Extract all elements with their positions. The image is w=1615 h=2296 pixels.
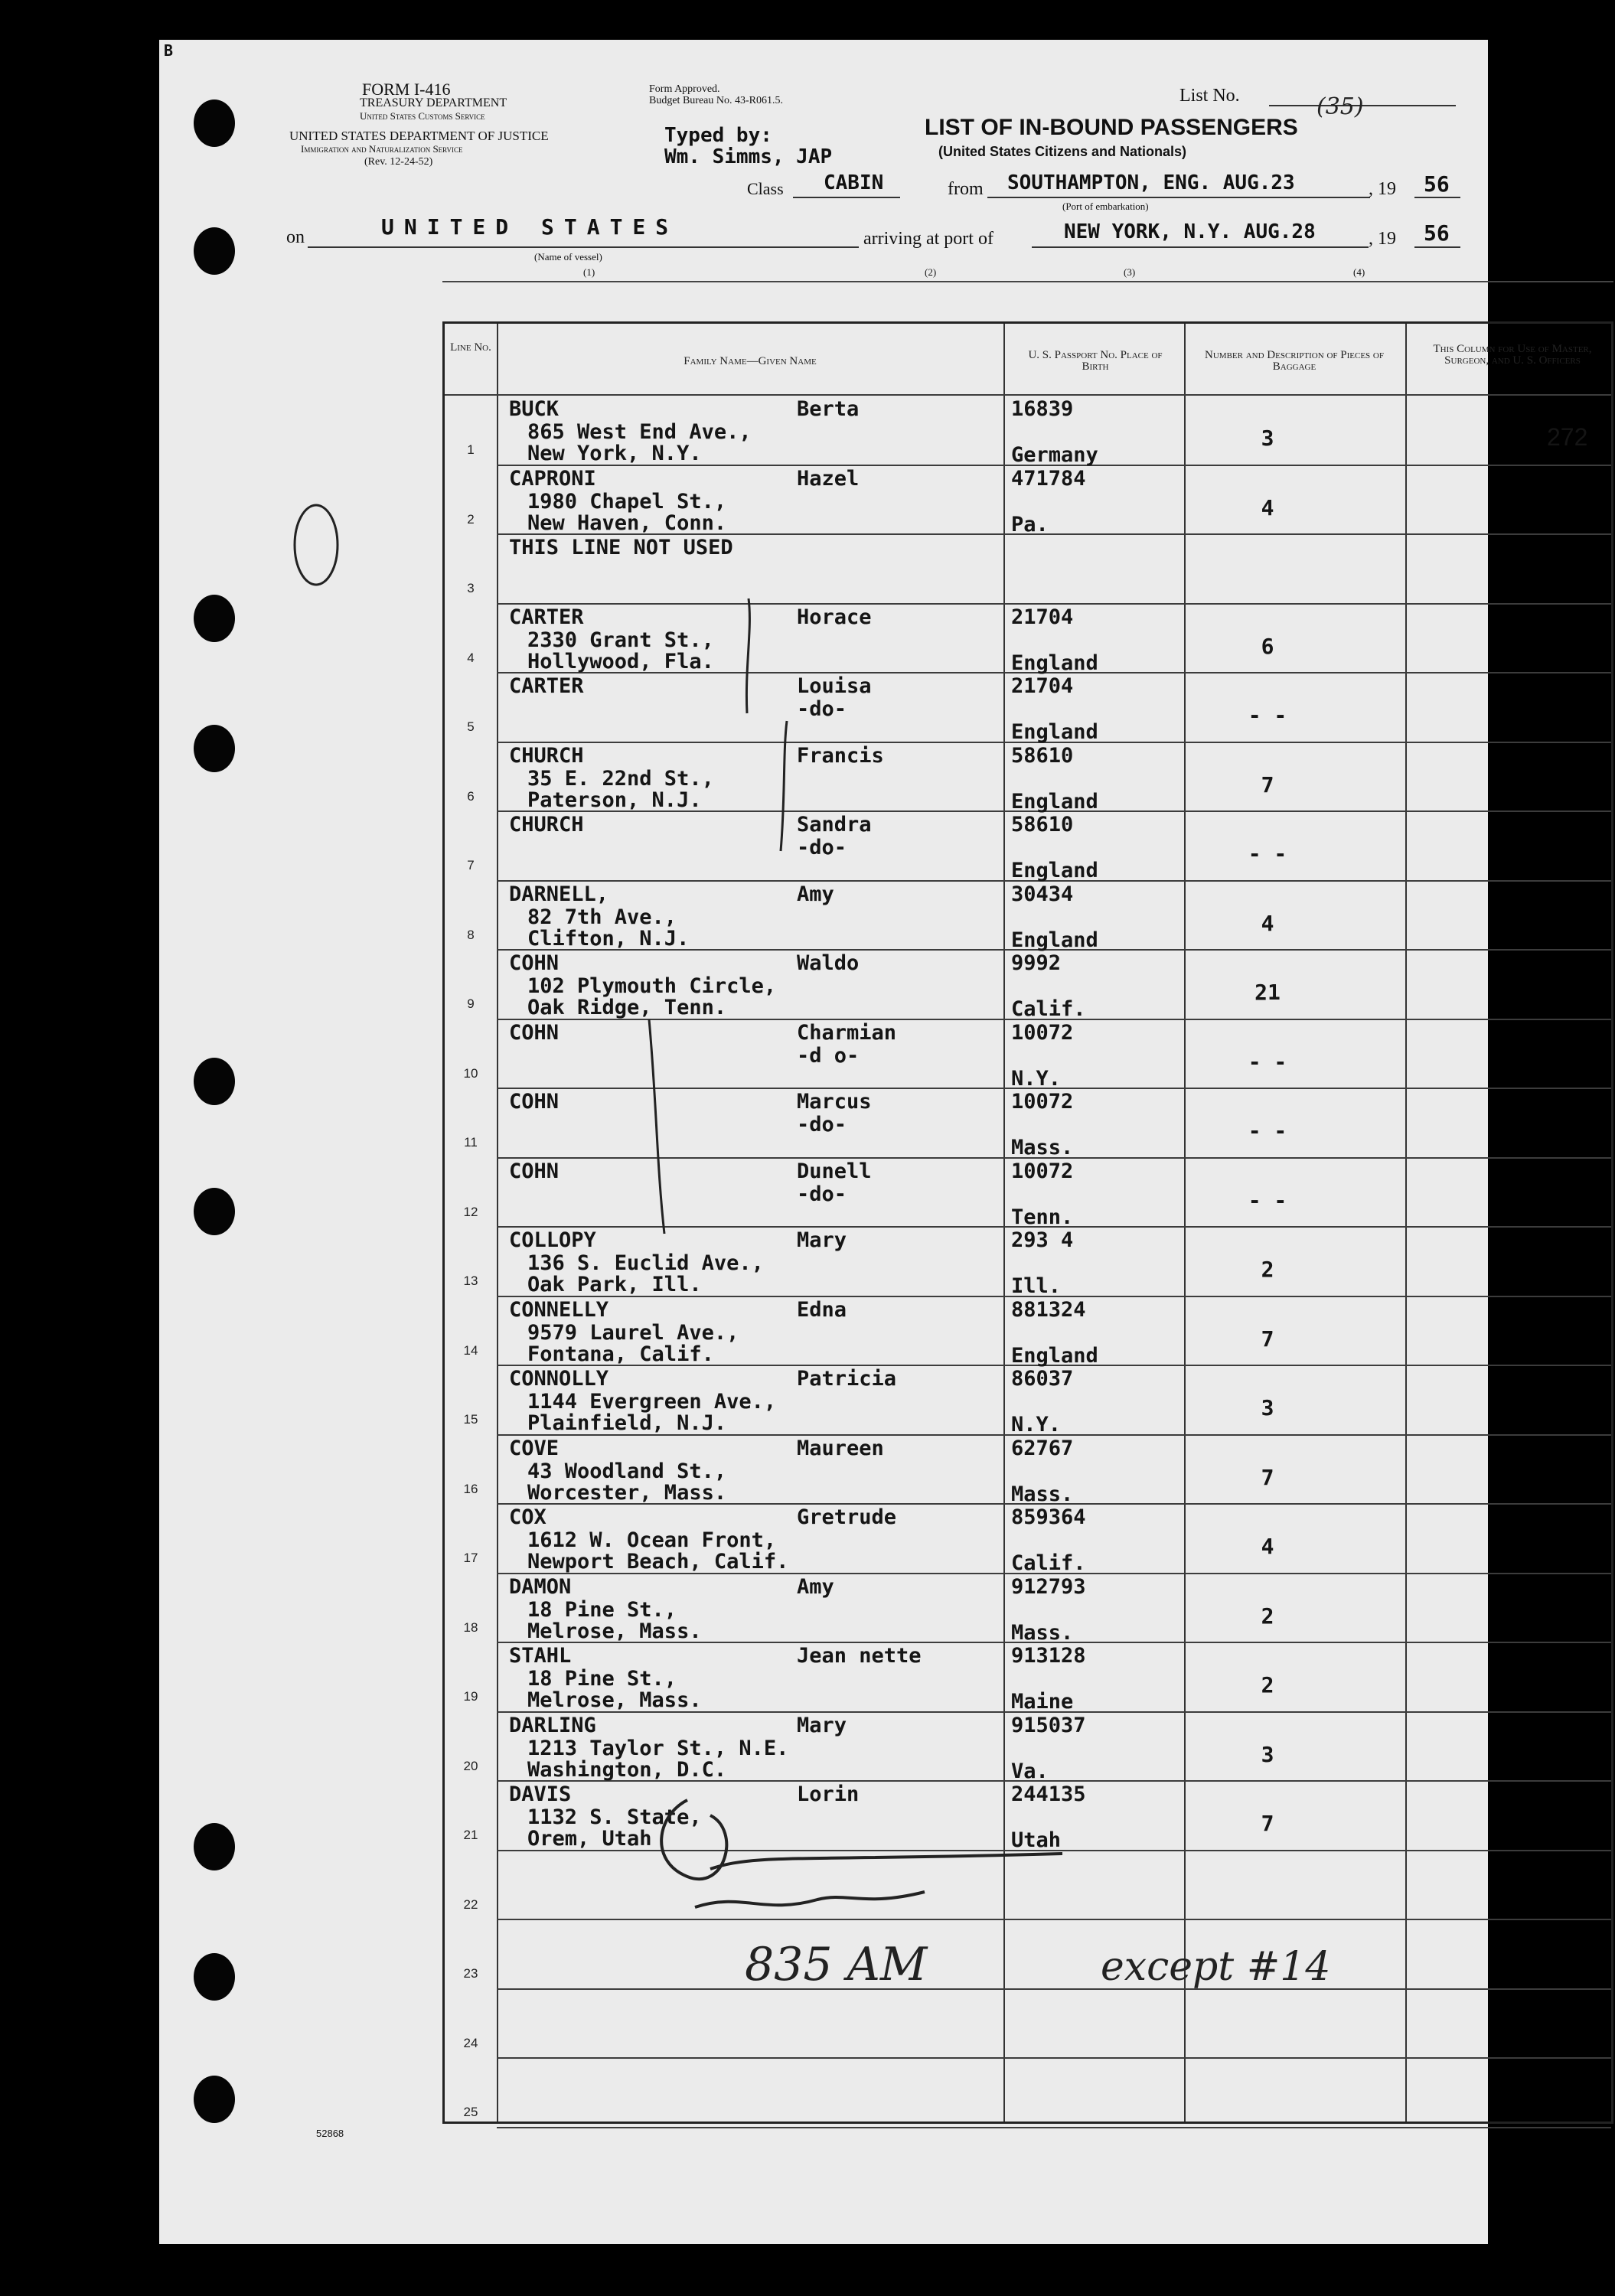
except-note: except #14 bbox=[1101, 1944, 1331, 1990]
dept-justice: UNITED STATES DEPARTMENT OF JUSTICE bbox=[289, 129, 549, 143]
passport-number: 62767 bbox=[1011, 1437, 1074, 1460]
family-name: BUCK bbox=[509, 397, 560, 421]
bracket-mark bbox=[649, 1019, 664, 1234]
line-number: 6 bbox=[467, 789, 475, 804]
passport-number: 913128 bbox=[1011, 1644, 1086, 1668]
line-number: 24 bbox=[463, 2036, 478, 2050]
family-name: COHN bbox=[509, 1021, 560, 1045]
family-name: CHURCH bbox=[509, 744, 584, 768]
baggage-count: 4 bbox=[1261, 495, 1274, 520]
line-number: 21 bbox=[463, 1828, 478, 1842]
address-line-1: 1980 Chapel St., bbox=[527, 490, 727, 514]
place-of-birth: Va. bbox=[1011, 1760, 1049, 1783]
passport-number: 86037 bbox=[1011, 1367, 1074, 1391]
officer-note: 272 bbox=[1547, 423, 1588, 451]
passport-number: 915037 bbox=[1011, 1714, 1086, 1737]
address-line-2: Melrose, Mass. bbox=[527, 1688, 702, 1712]
from-label: from bbox=[948, 179, 984, 199]
line-number: 3 bbox=[467, 581, 475, 595]
arrival-time: 835 AM bbox=[745, 1938, 928, 1991]
given-name: Waldo bbox=[797, 951, 860, 975]
address-line-1: 82 7th Ave., bbox=[527, 905, 677, 929]
given-name: Berta bbox=[797, 397, 860, 421]
typed-by-value: Wm. Simms, JAP bbox=[664, 145, 833, 168]
passport-number: 16839 bbox=[1011, 397, 1074, 421]
passport-number: 859364 bbox=[1011, 1505, 1086, 1529]
vessel-name: UNITED STATES bbox=[381, 214, 679, 240]
signature bbox=[661, 1800, 1062, 1879]
address-line-2: Washington, D.C. bbox=[527, 1758, 727, 1782]
baggage-count: 7 bbox=[1261, 1326, 1274, 1352]
line-number: 18 bbox=[463, 1620, 478, 1635]
address-line-1: 1144 Evergreen Ave., bbox=[527, 1390, 777, 1414]
baggage-count: 2 bbox=[1261, 1603, 1274, 1629]
given-name: Dunell bbox=[797, 1159, 872, 1183]
place-of-birth: N.Y. bbox=[1011, 1067, 1062, 1091]
family-name: CARTER bbox=[509, 605, 584, 629]
header-name: Family Name—Given Name bbox=[684, 355, 817, 367]
passport-number: 58610 bbox=[1011, 813, 1074, 837]
address-line-2: Paterson, N.J. bbox=[527, 788, 702, 812]
revision: (Rev. 12-24-52) bbox=[364, 156, 433, 168]
given-name: Francis bbox=[797, 744, 884, 768]
class-value: CABIN bbox=[824, 171, 884, 194]
baggage-count: 21 bbox=[1254, 980, 1281, 1005]
place-of-birth: Mass. bbox=[1011, 1136, 1074, 1159]
dept-immigration: Immigration and Naturalization Service bbox=[301, 143, 463, 155]
family-name: COHN bbox=[509, 951, 560, 975]
col-number-1: (1) bbox=[583, 266, 595, 278]
from-year: 56 bbox=[1424, 171, 1450, 197]
family-name: CONNOLLY bbox=[509, 1367, 609, 1391]
given-name: Patricia bbox=[797, 1367, 897, 1391]
port-embark-note: (Port of embarkation) bbox=[1062, 201, 1149, 212]
place-of-birth: England bbox=[1011, 859, 1098, 882]
address-line-1: 2330 Grant St., bbox=[527, 628, 714, 652]
place-of-birth: England bbox=[1011, 651, 1098, 675]
line-number: 13 bbox=[463, 1274, 478, 1288]
passport-number: 881324 bbox=[1011, 1298, 1086, 1322]
dept-treasury: TREASURY DEPARTMENT bbox=[360, 96, 507, 109]
place-of-birth: England bbox=[1011, 928, 1098, 952]
passport-number: 10072 bbox=[1011, 1159, 1074, 1183]
list-no-value: (35) bbox=[1316, 93, 1364, 120]
place-of-birth: Calif. bbox=[1011, 1551, 1086, 1575]
baggage-count: 2 bbox=[1261, 1257, 1274, 1282]
form-approved: Form Approved. bbox=[649, 83, 720, 95]
address-line-2: Newport Beach, Calif. bbox=[527, 1550, 789, 1574]
address-line-2: Melrose, Mass. bbox=[527, 1619, 702, 1643]
baggage-count: 7 bbox=[1261, 1465, 1274, 1490]
header-baggage: Number and Description of Pieces of Baggage bbox=[1205, 349, 1384, 373]
place-of-birth: Ill. bbox=[1011, 1274, 1062, 1298]
address-line-2: Fontana, Calif. bbox=[527, 1342, 714, 1366]
address-line-2: Hollywood, Fla. bbox=[527, 650, 714, 673]
annotation-layer bbox=[159, 40, 1488, 2244]
place-of-birth: England bbox=[1011, 720, 1098, 744]
line-number: 5 bbox=[467, 719, 475, 734]
baggage-count: 2 bbox=[1261, 1672, 1274, 1698]
baggage-count: 7 bbox=[1261, 772, 1274, 797]
baggage-count: 4 bbox=[1261, 911, 1274, 936]
line-number: 1 bbox=[467, 442, 475, 457]
place-of-birth: England bbox=[1011, 790, 1098, 814]
family-name: STAHL bbox=[509, 1644, 572, 1668]
given-name: Charmian bbox=[797, 1021, 897, 1045]
circle-mark bbox=[295, 505, 338, 585]
bracket-mark bbox=[781, 721, 787, 851]
address-line-1: 35 E. 22nd St., bbox=[527, 767, 714, 791]
passport-number: 471784 bbox=[1011, 467, 1086, 491]
address-line-1: 1213 Taylor St., N.E. bbox=[527, 1737, 789, 1760]
address-line-1: 9579 Laurel Ave., bbox=[527, 1321, 739, 1345]
header-passport: U. S. Passport No. Place of Birth bbox=[1028, 349, 1163, 373]
given-name: Hazel bbox=[797, 467, 860, 491]
passport-number: 10072 bbox=[1011, 1021, 1074, 1045]
given-name: Louisa bbox=[797, 674, 872, 698]
family-name: COVE bbox=[509, 1437, 560, 1460]
line-number: 20 bbox=[463, 1759, 478, 1773]
dept-customs: United States Customs Service bbox=[360, 110, 485, 122]
line-number: 23 bbox=[463, 1966, 478, 1981]
address-line-1: 43 Woodland St., bbox=[527, 1459, 727, 1483]
family-name: COLLOPY bbox=[509, 1228, 596, 1252]
signature bbox=[695, 1892, 925, 1907]
given-ditto: -do- bbox=[797, 697, 847, 721]
form-title: LIST OF IN-BOUND PASSENGERS bbox=[925, 115, 1298, 140]
line-number: 9 bbox=[467, 996, 475, 1011]
family-name: DARLING bbox=[509, 1714, 596, 1737]
passport-number: 293 4 bbox=[1011, 1228, 1074, 1252]
family-name: CAPRONI bbox=[509, 467, 596, 491]
baggage-count: 3 bbox=[1261, 1742, 1274, 1767]
place-of-birth: Pa. bbox=[1011, 513, 1049, 536]
baggage-count: 6 bbox=[1261, 634, 1274, 659]
given-name: Mary bbox=[797, 1228, 847, 1252]
given-ditto: -do- bbox=[797, 1182, 847, 1206]
given-name: Edna bbox=[797, 1298, 847, 1322]
passport-number: 10072 bbox=[1011, 1090, 1074, 1114]
from-value: SOUTHAMPTON, ENG. AUG.23 bbox=[1007, 171, 1295, 194]
header-officers: This Column for Use of Master, Surgeon, and U. S. Officers bbox=[1433, 343, 1592, 367]
family-name: COHN bbox=[509, 1090, 560, 1114]
address-line-2: Oak Ridge, Tenn. bbox=[527, 996, 727, 1019]
form-number: FORM I-416 bbox=[362, 80, 451, 99]
col-number-4: (4) bbox=[1353, 266, 1365, 278]
passport-number: 9992 bbox=[1011, 951, 1062, 975]
family-name: DAMON bbox=[509, 1575, 572, 1599]
list-no-label: List No. bbox=[1179, 86, 1240, 106]
passport-number: 244135 bbox=[1011, 1782, 1086, 1806]
given-name: Amy bbox=[797, 1575, 834, 1599]
family-name: DAVIS bbox=[509, 1782, 572, 1806]
form-subtitle: (United States Citizens and Nationals) bbox=[938, 144, 1187, 159]
place-of-birth: Mass. bbox=[1011, 1482, 1074, 1506]
baggage-count: 3 bbox=[1261, 426, 1274, 451]
address-line-1: 18 Pine St., bbox=[527, 1667, 677, 1691]
line-number: 7 bbox=[467, 858, 475, 872]
passport-number: 912793 bbox=[1011, 1575, 1086, 1599]
baggage-count: - - bbox=[1248, 703, 1287, 728]
typed-by-label: Typed by: bbox=[664, 124, 772, 147]
line-number: 16 bbox=[463, 1482, 478, 1496]
place-of-birth: Germany bbox=[1011, 443, 1098, 467]
line-number: 19 bbox=[463, 1689, 478, 1704]
given-name: Marcus bbox=[797, 1090, 872, 1114]
form-page bbox=[159, 40, 1592, 2244]
line-number: 2 bbox=[467, 512, 475, 527]
given-name: Mary bbox=[797, 1714, 847, 1737]
family-name: THIS LINE NOT USED bbox=[509, 536, 733, 559]
place-of-birth: Utah bbox=[1011, 1828, 1062, 1852]
arriving-value: NEW YORK, N.Y. AUG.28 bbox=[1064, 220, 1316, 243]
margin-mark: B bbox=[164, 41, 174, 60]
given-ditto: -do- bbox=[797, 1113, 847, 1137]
vessel-note: (Name of vessel) bbox=[534, 251, 602, 263]
given-ditto: -do- bbox=[797, 836, 847, 859]
address-line-2: New York, N.Y. bbox=[527, 442, 702, 465]
family-name: CHURCH bbox=[509, 813, 584, 837]
from-year-prefix: , 19 bbox=[1369, 179, 1396, 199]
passport-number: 21704 bbox=[1011, 674, 1074, 698]
baggage-count: - - bbox=[1248, 1188, 1287, 1213]
line-number: 25 bbox=[463, 2105, 478, 2119]
line-number: 4 bbox=[467, 651, 475, 665]
address-line-2: Worcester, Mass. bbox=[527, 1481, 727, 1505]
place-of-birth: Calif. bbox=[1011, 997, 1086, 1021]
line-number: 12 bbox=[463, 1205, 478, 1219]
line-number: 15 bbox=[463, 1412, 478, 1427]
place-of-birth: N.Y. bbox=[1011, 1413, 1062, 1437]
place-of-birth: Maine bbox=[1011, 1690, 1074, 1714]
header-line-no: Line No. bbox=[450, 341, 491, 354]
line-number: 8 bbox=[467, 928, 475, 942]
arriving-year-prefix: , 19 bbox=[1369, 229, 1396, 249]
given-name: Lorin bbox=[797, 1782, 860, 1806]
given-name: Gretrude bbox=[797, 1505, 897, 1529]
on-label: on bbox=[286, 227, 305, 247]
address-line-1: 18 Pine St., bbox=[527, 1598, 677, 1622]
col-number-2: (2) bbox=[925, 266, 937, 278]
passport-number: 58610 bbox=[1011, 744, 1074, 768]
baggage-count: - - bbox=[1248, 841, 1287, 866]
given-name: Amy bbox=[797, 882, 834, 906]
address-line-1: 865 West End Ave., bbox=[527, 420, 752, 444]
address-line-2: Plainfield, N.J. bbox=[527, 1411, 727, 1435]
arriving-label: arriving at port of bbox=[863, 229, 993, 249]
baggage-count: 7 bbox=[1261, 1811, 1274, 1836]
arriving-year: 56 bbox=[1424, 220, 1450, 246]
place-of-birth: England bbox=[1011, 1344, 1098, 1368]
address-line-1: 1612 W. Ocean Front, bbox=[527, 1528, 777, 1552]
family-name: CARTER bbox=[509, 674, 584, 698]
family-name: COHN bbox=[509, 1159, 560, 1183]
given-name: Maureen bbox=[797, 1437, 884, 1460]
footer-code: 52868 bbox=[316, 2128, 344, 2139]
family-name: CONNELLY bbox=[509, 1298, 609, 1322]
baggage-count: - - bbox=[1248, 1118, 1287, 1143]
given-name: Jean nette bbox=[797, 1644, 922, 1668]
family-name: COX bbox=[509, 1505, 546, 1529]
line-number: 14 bbox=[463, 1343, 478, 1358]
budget-bureau: Budget Bureau No. 43-R061.5. bbox=[649, 95, 783, 106]
given-ditto: -d o- bbox=[797, 1044, 860, 1068]
address-line-1: 1132 S. State, bbox=[527, 1805, 702, 1829]
col-number-3: (3) bbox=[1124, 266, 1136, 278]
class-label: Class bbox=[747, 179, 784, 198]
address-line-1: 136 S. Euclid Ave., bbox=[527, 1251, 764, 1275]
address-line-2: Oak Park, Ill. bbox=[527, 1273, 702, 1296]
baggage-count: 4 bbox=[1261, 1534, 1274, 1559]
place-of-birth: Tenn. bbox=[1011, 1205, 1074, 1229]
line-number: 22 bbox=[463, 1897, 478, 1912]
given-name: Sandra bbox=[797, 813, 872, 837]
bracket-mark bbox=[746, 598, 749, 713]
family-name: DARNELL, bbox=[509, 882, 609, 906]
address-line-2: Clifton, N.J. bbox=[527, 927, 690, 951]
baggage-count: 3 bbox=[1261, 1395, 1274, 1420]
address-line-2: Orem, Utah bbox=[527, 1827, 652, 1851]
line-number: 17 bbox=[463, 1551, 478, 1565]
place-of-birth: Mass. bbox=[1011, 1621, 1074, 1645]
given-name: Horace bbox=[797, 605, 872, 629]
passport-number: 21704 bbox=[1011, 605, 1074, 629]
line-number: 11 bbox=[464, 1135, 478, 1150]
address-line-2: New Haven, Conn. bbox=[527, 511, 727, 535]
passport-number: 30434 bbox=[1011, 882, 1074, 906]
baggage-count: - - bbox=[1248, 1049, 1287, 1075]
line-number: 10 bbox=[463, 1066, 478, 1081]
address-line-1: 102 Plymouth Circle, bbox=[527, 974, 777, 998]
